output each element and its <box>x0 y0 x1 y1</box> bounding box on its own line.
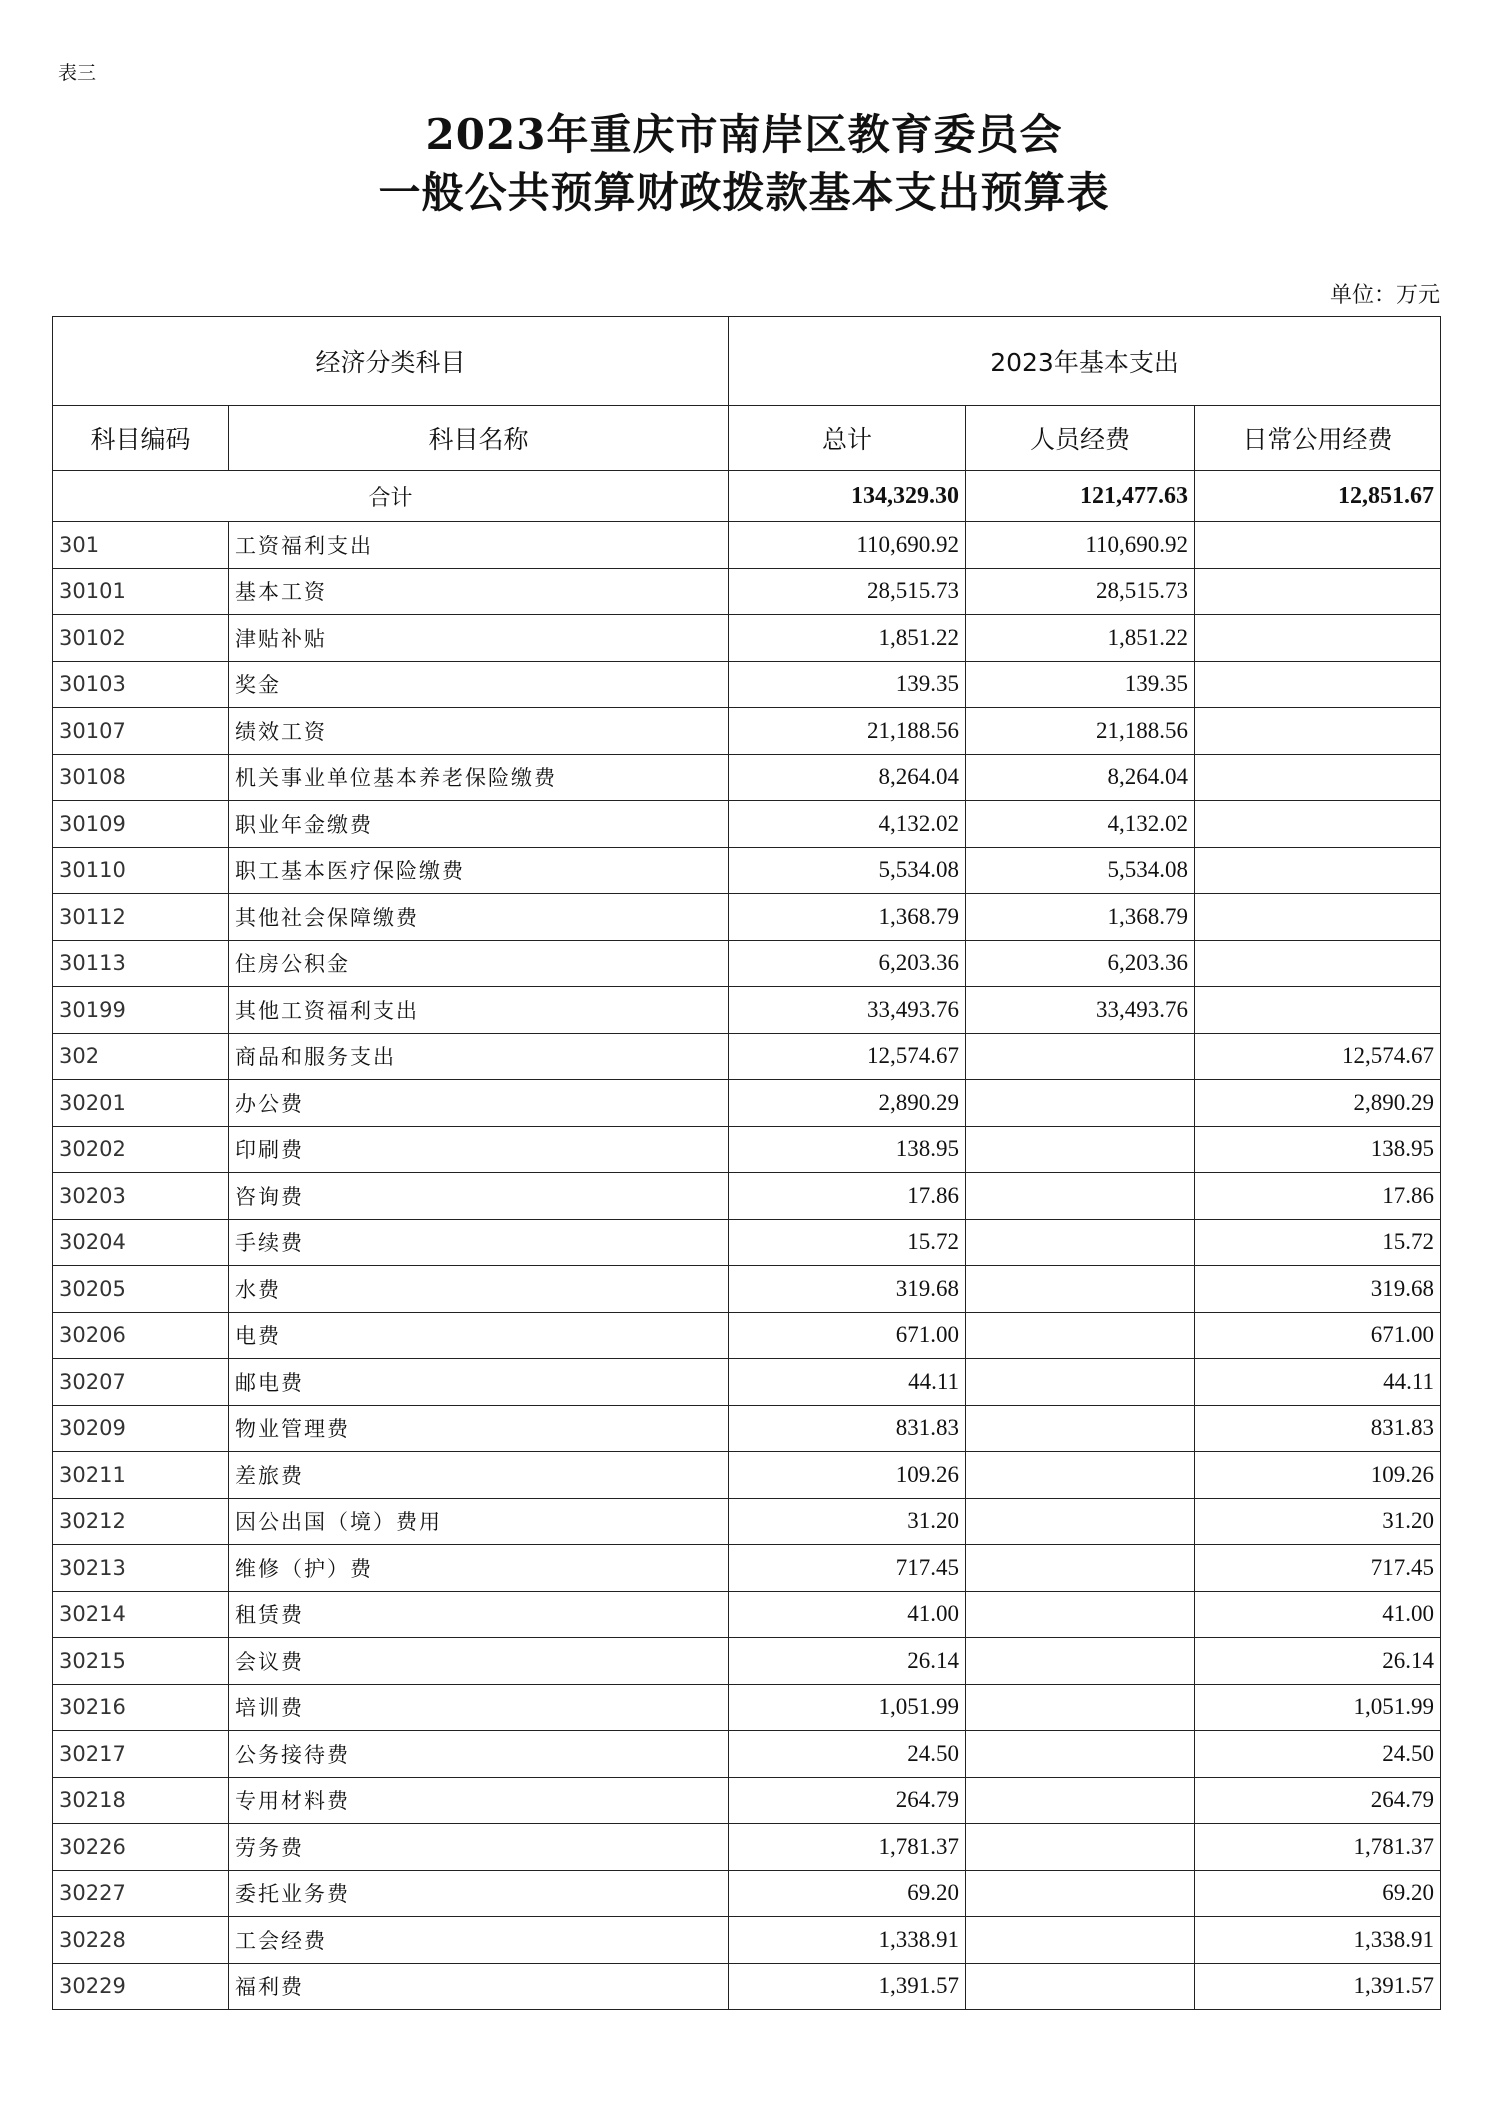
personnel-cell <box>966 1405 1195 1452</box>
subject-name-cell: 住房公积金 <box>229 940 729 987</box>
total-cell: 138.95 <box>729 1126 966 1173</box>
header-total: 总计 <box>729 406 966 471</box>
total-row <box>53 471 1441 522</box>
subject-name-cell: 办公费 <box>229 1080 729 1127</box>
document-title-line-2: 一般公共预算财政拨款基本支出预算表 <box>378 168 1110 217</box>
table-row <box>53 1080 1441 1127</box>
unit-label: 单位：万元 <box>1329 283 1440 308</box>
personnel-cell <box>966 1359 1195 1406</box>
public-cell: 1,391.57 <box>1195 1963 1441 2010</box>
subject-name-cell: 租赁费 <box>229 1591 729 1638</box>
personnel-cell <box>966 1731 1195 1778</box>
personnel-cell <box>966 1824 1195 1871</box>
subject-name-cell: 因公出国（境）费用 <box>229 1498 729 1545</box>
subject-code-cell: 30102 <box>53 615 229 662</box>
table-row <box>53 1219 1441 1266</box>
total-cell: 4,132.02 <box>729 801 966 848</box>
subject-name-cell: 津贴补贴 <box>229 615 729 662</box>
public-cell: 1,338.91 <box>1195 1917 1441 1964</box>
public-cell: 264.79 <box>1195 1777 1441 1824</box>
table-row <box>53 894 1441 941</box>
table-row <box>53 1684 1441 1731</box>
total-cell: 33,493.76 <box>729 987 966 1034</box>
subject-name-cell: 差旅费 <box>229 1452 729 1499</box>
public-cell: 41.00 <box>1195 1591 1441 1638</box>
public-cell: 24.50 <box>1195 1731 1441 1778</box>
total-cell: 28,515.73 <box>729 568 966 615</box>
total-cell: 1,338.91 <box>729 1917 966 1964</box>
personnel-cell <box>966 1498 1195 1545</box>
header-column-row <box>53 406 1441 471</box>
personnel-cell <box>966 1777 1195 1824</box>
personnel-cell <box>966 1452 1195 1499</box>
subject-code-cell: 30108 <box>53 754 229 801</box>
public-cell <box>1195 801 1441 848</box>
subject-name-cell: 公务接待费 <box>229 1731 729 1778</box>
subject-name-cell: 水费 <box>229 1266 729 1313</box>
personnel-cell <box>966 1870 1195 1917</box>
subject-name-cell: 委托业务费 <box>229 1870 729 1917</box>
subject-code-cell: 30216 <box>53 1684 229 1731</box>
subject-name-cell: 其他工资福利支出 <box>229 987 729 1034</box>
total-cell: 31.20 <box>729 1498 966 1545</box>
total-cell: 831.83 <box>729 1405 966 1452</box>
table-row <box>53 615 1441 662</box>
subject-code-cell: 30212 <box>53 1498 229 1545</box>
table-row <box>53 1126 1441 1173</box>
subject-name-cell: 会议费 <box>229 1638 729 1685</box>
personnel-cell <box>966 1963 1195 2010</box>
subject-name-cell: 维修（护）费 <box>229 1545 729 1592</box>
header-public-expense: 日常公用经费 <box>1195 406 1441 471</box>
table-row <box>53 754 1441 801</box>
table-row <box>53 661 1441 708</box>
personnel-cell <box>966 1591 1195 1638</box>
personnel-cell: 1,368.79 <box>966 894 1195 941</box>
subject-name-cell: 绩效工资 <box>229 708 729 755</box>
header-basic-expenditure: 2023年基本支出 <box>729 317 1441 406</box>
personnel-cell <box>966 1638 1195 1685</box>
public-cell: 2,890.29 <box>1195 1080 1441 1127</box>
public-cell <box>1195 568 1441 615</box>
total-public: 12,851.67 <box>1195 471 1441 522</box>
subject-name-cell: 其他社会保障缴费 <box>229 894 729 941</box>
public-cell: 109.26 <box>1195 1452 1441 1499</box>
public-cell <box>1195 754 1441 801</box>
personnel-cell: 8,264.04 <box>966 754 1195 801</box>
total-cell: 8,264.04 <box>729 754 966 801</box>
public-cell: 1,051.99 <box>1195 1684 1441 1731</box>
total-cell: 264.79 <box>729 1777 966 1824</box>
public-cell: 69.20 <box>1195 1870 1441 1917</box>
total-cell: 139.35 <box>729 661 966 708</box>
personnel-cell <box>966 1266 1195 1313</box>
subject-name-cell: 工会经费 <box>229 1917 729 1964</box>
subject-name-cell: 工资福利支出 <box>229 522 729 569</box>
subject-name-cell: 基本工资 <box>229 568 729 615</box>
total-cell: 1,851.22 <box>729 615 966 662</box>
total-cell: 319.68 <box>729 1266 966 1313</box>
subject-code-cell: 30211 <box>53 1452 229 1499</box>
subject-code-cell: 30110 <box>53 847 229 894</box>
total-cell: 21,188.56 <box>729 708 966 755</box>
total-cell: 41.00 <box>729 1591 966 1638</box>
total-label: 合计 <box>53 471 729 522</box>
public-cell <box>1195 708 1441 755</box>
subject-name-cell: 电费 <box>229 1312 729 1359</box>
public-cell: 717.45 <box>1195 1545 1441 1592</box>
table-row <box>53 1777 1441 1824</box>
personnel-cell <box>966 1684 1195 1731</box>
total-cell: 15.72 <box>729 1219 966 1266</box>
subject-code-cell: 30203 <box>53 1173 229 1220</box>
table-row <box>53 1266 1441 1313</box>
document-title-line-1: 2023年重庆市南岸区教育委员会 <box>425 110 1063 159</box>
subject-name-cell: 商品和服务支出 <box>229 1033 729 1080</box>
personnel-cell <box>966 1080 1195 1127</box>
public-cell <box>1195 661 1441 708</box>
table-row <box>53 1173 1441 1220</box>
public-cell <box>1195 522 1441 569</box>
subject-code-cell: 30206 <box>53 1312 229 1359</box>
public-cell <box>1195 847 1441 894</box>
table-row <box>53 940 1441 987</box>
subject-name-cell: 印刷费 <box>229 1126 729 1173</box>
subject-code-cell: 30213 <box>53 1545 229 1592</box>
subject-code-cell: 30101 <box>53 568 229 615</box>
subject-code-cell: 30199 <box>53 987 229 1034</box>
subject-name-cell: 专用材料费 <box>229 1777 729 1824</box>
subject-code-cell: 30103 <box>53 661 229 708</box>
subject-code-cell: 30112 <box>53 894 229 941</box>
personnel-cell: 6,203.36 <box>966 940 1195 987</box>
total-cell: 17.86 <box>729 1173 966 1220</box>
total-cell: 110,690.92 <box>729 522 966 569</box>
total-cell: 5,534.08 <box>729 847 966 894</box>
subject-name-cell: 机关事业单位基本养老保险缴费 <box>229 754 729 801</box>
public-cell: 831.83 <box>1195 1405 1441 1452</box>
subject-name-cell: 邮电费 <box>229 1359 729 1406</box>
subject-code-cell: 30214 <box>53 1591 229 1638</box>
table-row <box>53 1452 1441 1499</box>
table-row <box>53 1917 1441 1964</box>
subject-name-cell: 物业管理费 <box>229 1405 729 1452</box>
table-row <box>53 1731 1441 1778</box>
table-row <box>53 568 1441 615</box>
subject-name-cell: 奖金 <box>229 661 729 708</box>
personnel-cell: 1,851.22 <box>966 615 1195 662</box>
personnel-cell <box>966 1219 1195 1266</box>
personnel-cell: 28,515.73 <box>966 568 1195 615</box>
budget-table <box>52 316 1441 2010</box>
personnel-cell <box>966 1126 1195 1173</box>
subject-code-cell: 30209 <box>53 1405 229 1452</box>
personnel-cell: 21,188.56 <box>966 708 1195 755</box>
personnel-cell <box>966 1917 1195 1964</box>
total-cell: 671.00 <box>729 1312 966 1359</box>
public-cell: 26.14 <box>1195 1638 1441 1685</box>
subject-name-cell: 劳务费 <box>229 1824 729 1871</box>
personnel-cell: 33,493.76 <box>966 987 1195 1034</box>
public-cell: 319.68 <box>1195 1266 1441 1313</box>
page-label: 表三 <box>58 62 97 84</box>
table-row <box>53 987 1441 1034</box>
total-cell: 1,391.57 <box>729 1963 966 2010</box>
subject-code-cell: 30228 <box>53 1917 229 1964</box>
subject-code-cell: 30215 <box>53 1638 229 1685</box>
subject-code-cell: 30207 <box>53 1359 229 1406</box>
public-cell <box>1195 987 1441 1034</box>
total-cell: 69.20 <box>729 1870 966 1917</box>
table-row <box>53 1498 1441 1545</box>
subject-code-cell: 30107 <box>53 708 229 755</box>
total-cell: 1,051.99 <box>729 1684 966 1731</box>
subject-code-cell: 30218 <box>53 1777 229 1824</box>
table-row <box>53 1870 1441 1917</box>
table-row <box>53 1033 1441 1080</box>
total-cell: 1,781.37 <box>729 1824 966 1871</box>
table-row <box>53 1963 1441 2010</box>
total-cell: 6,203.36 <box>729 940 966 987</box>
table-row <box>53 1312 1441 1359</box>
personnel-cell <box>966 1033 1195 1080</box>
personnel-cell: 4,132.02 <box>966 801 1195 848</box>
total-personnel: 121,477.63 <box>966 471 1195 522</box>
subject-code-cell: 30227 <box>53 1870 229 1917</box>
table-row <box>53 801 1441 848</box>
total-cell: 26.14 <box>729 1638 966 1685</box>
header-subject-code: 科目编码 <box>53 406 229 471</box>
subject-code-cell: 30109 <box>53 801 229 848</box>
total-cell: 44.11 <box>729 1359 966 1406</box>
personnel-cell <box>966 1545 1195 1592</box>
subject-code-cell: 30217 <box>53 1731 229 1778</box>
table-row <box>53 708 1441 755</box>
subject-name-cell: 手续费 <box>229 1219 729 1266</box>
subject-name-cell: 咨询费 <box>229 1173 729 1220</box>
table-row <box>53 1591 1441 1638</box>
subject-name-cell: 职业年金缴费 <box>229 801 729 848</box>
personnel-cell <box>966 1173 1195 1220</box>
public-cell <box>1195 615 1441 662</box>
table-row <box>53 1405 1441 1452</box>
public-cell: 138.95 <box>1195 1126 1441 1173</box>
header-subject-name: 科目名称 <box>229 406 729 471</box>
subject-name-cell: 福利费 <box>229 1963 729 2010</box>
total-cell: 12,574.67 <box>729 1033 966 1080</box>
subject-code-cell: 301 <box>53 522 229 569</box>
subject-code-cell: 302 <box>53 1033 229 1080</box>
subject-code-cell: 30229 <box>53 1963 229 2010</box>
subject-name-cell: 职工基本医疗保险缴费 <box>229 847 729 894</box>
personnel-cell <box>966 1312 1195 1359</box>
total-cell: 717.45 <box>729 1545 966 1592</box>
public-cell: 17.86 <box>1195 1173 1441 1220</box>
table-row <box>53 847 1441 894</box>
public-cell: 44.11 <box>1195 1359 1441 1406</box>
header-group-row <box>53 317 1441 406</box>
table-row <box>53 1545 1441 1592</box>
personnel-cell: 139.35 <box>966 661 1195 708</box>
public-cell: 15.72 <box>1195 1219 1441 1266</box>
subject-code-cell: 30113 <box>53 940 229 987</box>
total-cell: 24.50 <box>729 1731 966 1778</box>
public-cell <box>1195 940 1441 987</box>
table-row <box>53 1824 1441 1871</box>
total-cell: 109.26 <box>729 1452 966 1499</box>
public-cell: 12,574.67 <box>1195 1033 1441 1080</box>
public-cell: 31.20 <box>1195 1498 1441 1545</box>
subject-code-cell: 30202 <box>53 1126 229 1173</box>
subject-code-cell: 30205 <box>53 1266 229 1313</box>
subject-name-cell: 培训费 <box>229 1684 729 1731</box>
personnel-cell: 110,690.92 <box>966 522 1195 569</box>
subject-code-cell: 30226 <box>53 1824 229 1871</box>
subject-code-cell: 30201 <box>53 1080 229 1127</box>
total-cell: 2,890.29 <box>729 1080 966 1127</box>
public-cell: 671.00 <box>1195 1312 1441 1359</box>
table-row <box>53 1638 1441 1685</box>
public-cell <box>1195 894 1441 941</box>
table-row <box>53 1359 1441 1406</box>
header-personnel-expense: 人员经费 <box>966 406 1195 471</box>
total-cell: 1,368.79 <box>729 894 966 941</box>
personnel-cell: 5,534.08 <box>966 847 1195 894</box>
subject-code-cell: 30204 <box>53 1219 229 1266</box>
header-economic-classification: 经济分类科目 <box>53 317 729 406</box>
total-amount: 134,329.30 <box>729 471 966 522</box>
public-cell: 1,781.37 <box>1195 1824 1441 1871</box>
table-row <box>53 522 1441 569</box>
